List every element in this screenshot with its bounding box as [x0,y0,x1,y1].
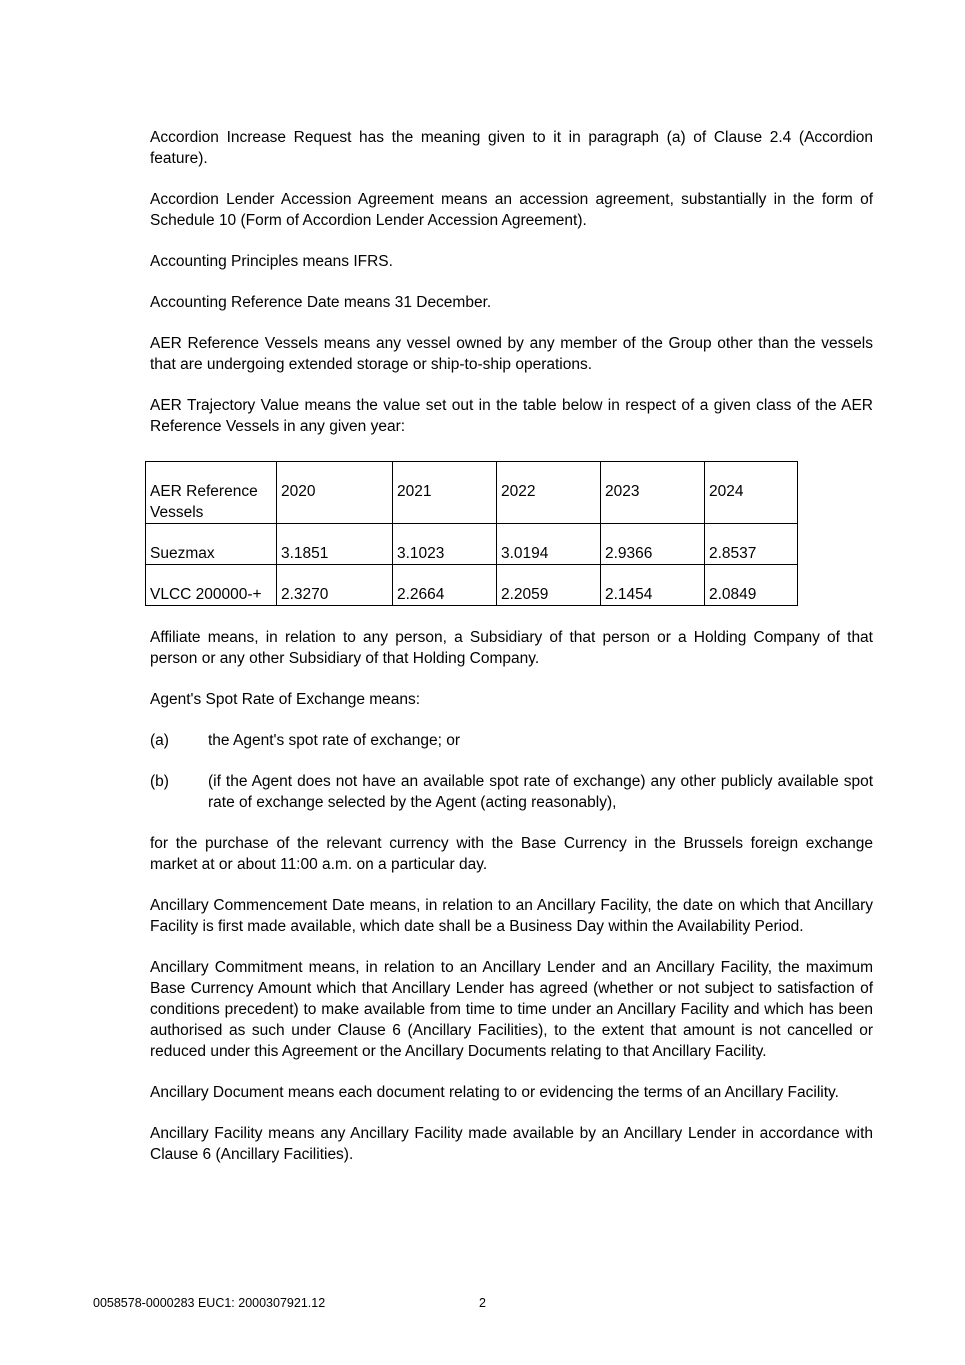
table-cell: 3.1023 [393,524,497,565]
table-cell: 2.0849 [705,565,798,606]
definition-accounting-principles: Accounting Principles means IFRS. [150,253,393,270]
definition-accordion-lender-accession-agreement: Accordion Lender Accession Agreement means an accession agreement, substantially in the form of Schedule 10 (Form of Accordion Lender Accession Agreement). [150,191,873,229]
definition-accordion-increase-request: Accordion Increase Request has the meaning given to it in paragraph (a) of Clause 2.4 (Accordion feature). [150,129,873,167]
list-item-label: (a) [150,732,169,749]
table-cell: 2.8537 [705,524,798,565]
table-header-cell: 2021 [393,462,497,524]
definition-ancillary-facility: Ancillary Facility means any Ancillary Facility made available by an Ancillary Lender in accordance with Clause 6 (Ancillary Facilities). [150,1125,874,1163]
table-cell: 3.0194 [497,524,601,565]
footer-doc-reference: 0058578-0000283 EUC1: 2000307921.12 [93,1296,326,1310]
table-header-cell: 2020 [277,462,393,524]
definition-affiliate: Affiliate means, in relation to any person, a Subsidiary of that person or a Holding Company of that person or any other Subsidiary of that Holding Company. [150,629,873,667]
table-cell: 2.9366 [601,524,705,565]
definition-ancillary-document: Ancillary Document means each document relating to or evidencing the terms of an Ancillary Facility. [150,1084,839,1101]
table-header-cell: 2024 [705,462,798,524]
table-header-cell: 2023 [601,462,705,524]
aer-trajectory-table [145,461,798,606]
table-cell: 2.1454 [601,565,705,606]
table-header-cell: 2022 [497,462,601,524]
list-item-text: the Agent's spot rate of exchange; or [208,732,460,749]
table-cell: VLCC 200000-+ [146,565,277,606]
definition-accounting-reference-date: Accounting Reference Date means 31 December. [150,294,492,311]
table-cell: 2.2059 [497,565,601,606]
footer-page-number: 2 [479,1296,486,1310]
table-row [146,565,798,606]
definition-aer-trajectory-value: AER Trajectory Value means the value set out in the table below in respect of a given class of the AER Reference Vessels in any given year: [150,397,873,435]
definition-ancillary-commencement-date: Ancillary Commencement Date means, in relation to an Ancillary Facility, the date on which that Ancillary Facility is first made available, which date shall be a Business Day within the Availability Period. [150,897,873,935]
table-cell: Suezmax [146,524,277,565]
document-body [150,127,873,1185]
list-item [150,730,873,751]
definition-agents-spot-rate: Agent's Spot Rate of Exchange means: [150,691,421,708]
table-header-cell: AER Reference Vessels [146,462,277,524]
list-item-text: (if the Agent does not have an available spot rate of exchange) any other publicly available spot rate of exchange selected by the Agent (acting reasonably), [208,773,873,811]
definition-ancillary-commitment: Ancillary Commitment means, in relation to an Ancillary Lender and an Ancillary Facility, the maximum Base Currency Amount which that Ancillary Lender has agreed (whether or not subject to satisfaction of conditions precedent) to make available from time to time under an Ancillary Facility and which has been authorised as such under Clause 6 (Ancillary Facilities), to the extent that amount is not cancelled or reduced under this Agreement or the Ancillary Documents relating to that Ancillary Facility. [150,959,873,1060]
table-cell: 2.2664 [393,565,497,606]
list-item-label: (b) [150,773,169,790]
table-row [146,524,798,565]
table-cell: 3.1851 [277,524,393,565]
table-header-row [146,462,798,524]
table-cell: 2.3270 [277,565,393,606]
list-item [150,771,873,813]
list-tail-paragraph: for the purchase of the relevant currency with the Base Currency in the Brussels foreign exchange market at or about 11:00 a.m. on a particular day. [150,835,873,873]
definition-aer-reference-vessels: AER Reference Vessels means any vessel owned by any member of the Group other than the vessels that are undergoing extended storage or ship-to-ship operations. [150,335,873,373]
